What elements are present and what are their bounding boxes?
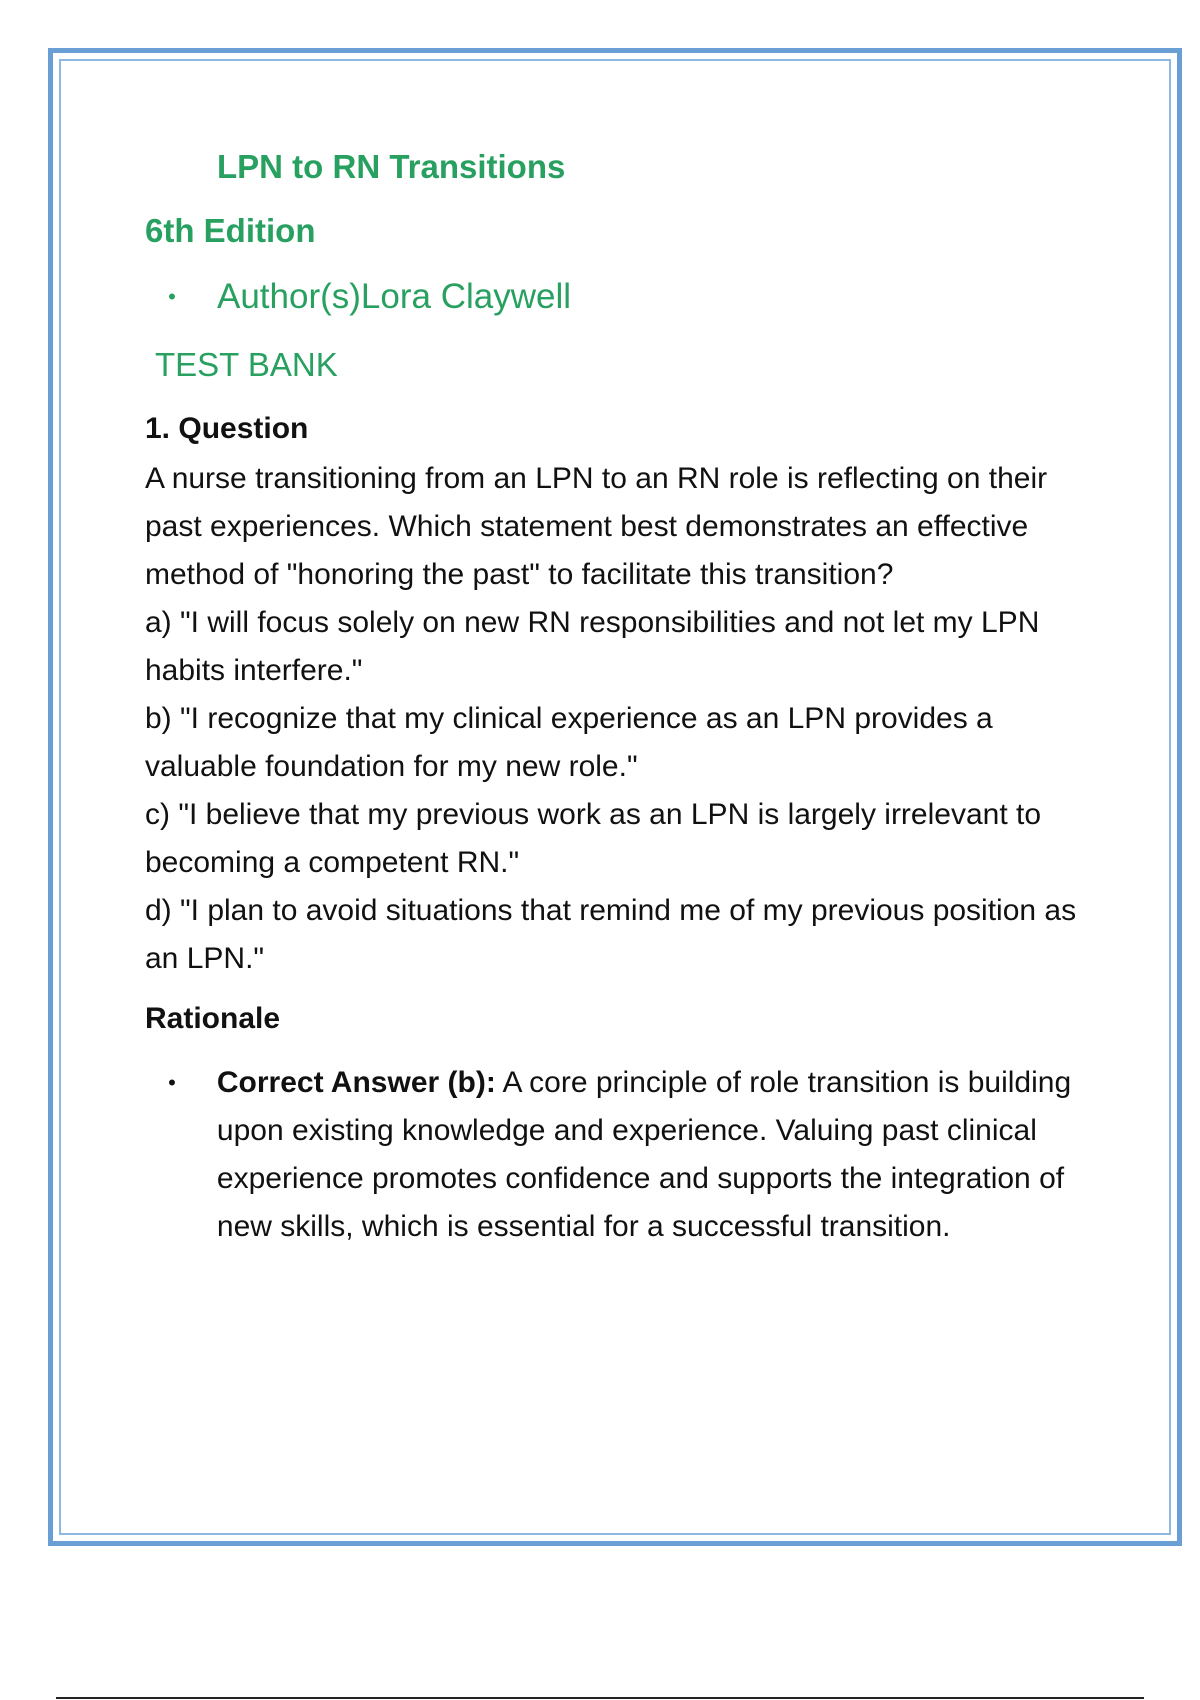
document-content: [145, 145, 1095, 1251]
bullet-icon: •: [168, 284, 176, 309]
bullet-icon: •: [168, 1070, 176, 1095]
option-b: b) "I recognize that my clinical experience as an LPN provides a valuable foundation for my new role.": [145, 702, 993, 783]
book-title: LPN to RN Transitions: [217, 148, 566, 185]
author-name: Author(s)Lora Claywell: [217, 277, 572, 316]
footer-rule: [56, 1697, 1144, 1699]
option-d: d) "I plan to avoid situations that remind me of my previous position as an LPN.": [145, 894, 1077, 975]
question-stem: A nurse transitioning from an LPN to an RN role is reflecting on their past experiences. Which statement best demonstrates an effective method of "honoring the past" to facilitate this transition?: [145, 462, 1048, 591]
option-c: c) "I believe that my previous work as an LPN is largely irrelevant to becoming a competent RN.": [145, 798, 1042, 879]
rationale-text: [217, 1059, 1095, 1251]
section-label: TEST BANK: [155, 346, 338, 383]
author-line: [145, 275, 1095, 319]
rationale-heading: Rationale: [145, 1002, 281, 1035]
option-a: a) "I will focus solely on new RN responsibilities and not let my LPN habits interfere.": [145, 606, 1040, 687]
rationale-explanation: A core principle of role transition is building upon existing knowledge and experience. Valuing past clinical experience promotes confidence and supports the integration of new skills, which is essential for a successful transition.: [216, 1066, 1072, 1243]
rationale-item: [145, 1059, 1095, 1251]
book-edition: 6th Edition: [145, 212, 316, 249]
correct-answer-label: Correct Answer (b):: [216, 1066, 496, 1099]
question-number: 1. Question: [145, 412, 309, 445]
